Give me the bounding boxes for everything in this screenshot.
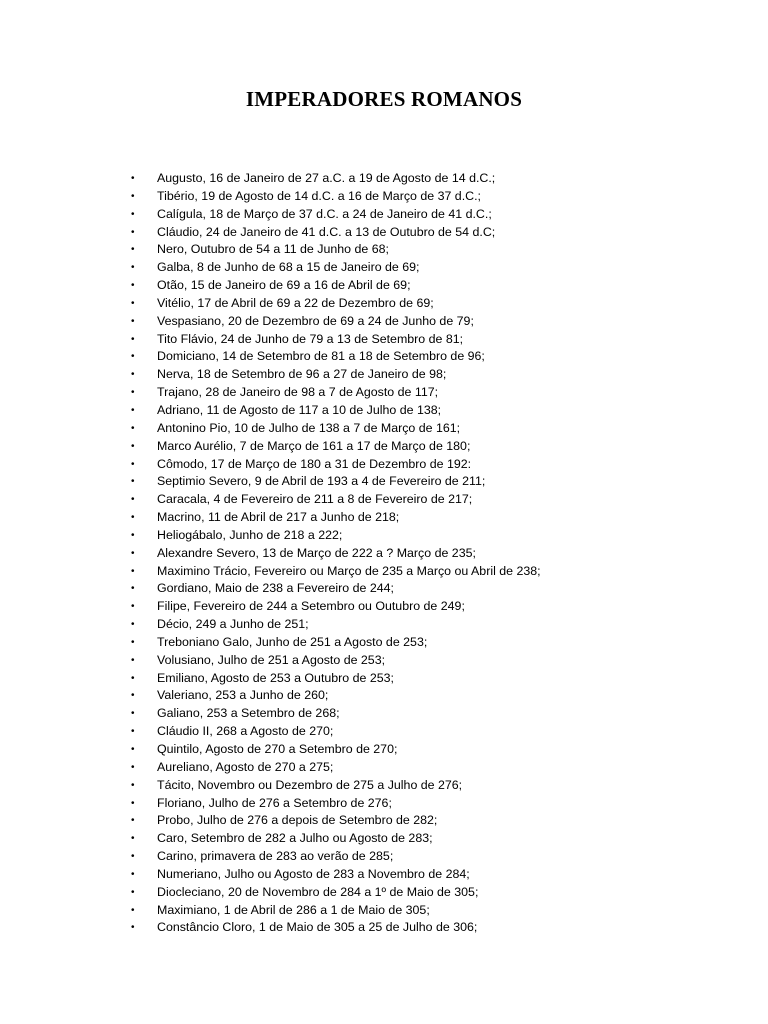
bullet-icon: • bbox=[131, 404, 135, 416]
emperor-entry-text: Alexandre Severo, 13 de Março de 222 a ? Março de 235; bbox=[157, 545, 476, 560]
bullet-icon: • bbox=[131, 636, 135, 648]
emperor-entry-text: Tácito, Novembro ou Dezembro de 275 a Julho de 276; bbox=[157, 777, 463, 792]
emperor-entry-text: Emiliano, Agosto de 253 a Outubro de 253; bbox=[157, 670, 394, 685]
bullet-icon: • bbox=[131, 297, 135, 309]
emperor-entry-text: Vitélio, 17 de Abril de 69 a 22 de Dezembro de 69; bbox=[157, 295, 434, 310]
bullet-icon: • bbox=[131, 601, 135, 613]
list-item bbox=[0, 812, 768, 830]
emperor-entry-text: Macrino, 11 de Abril de 217 a Junho de 218; bbox=[157, 510, 400, 525]
list-item bbox=[0, 563, 768, 581]
list-item bbox=[0, 902, 768, 920]
bullet-icon: • bbox=[131, 565, 135, 577]
emperor-entry-text: Aureliano, Agosto de 270 a 275; bbox=[157, 759, 334, 774]
list-item bbox=[0, 598, 768, 616]
emperor-entry-text: Cláudio, 24 de Janeiro de 41 d.C. a 13 de Outubro de 54 d.C; bbox=[157, 224, 496, 239]
emperor-entry-text: Antonino Pio, 10 de Julho de 138 a 7 de Março de 161; bbox=[157, 420, 461, 435]
emperor-entry-text: Floriano, Julho de 276 a Setembro de 276; bbox=[157, 795, 392, 810]
list-item bbox=[0, 348, 768, 366]
bullet-icon: • bbox=[131, 190, 135, 202]
emperor-entry-text: Numeriano, Julho ou Agosto de 283 a Novembro de 284; bbox=[157, 866, 470, 881]
list-item bbox=[0, 366, 768, 384]
bullet-icon: • bbox=[131, 726, 135, 738]
bullet-icon: • bbox=[131, 904, 135, 916]
bullet-icon: • bbox=[131, 779, 135, 791]
list-item bbox=[0, 616, 768, 634]
list-item bbox=[0, 545, 768, 563]
bullet-icon: • bbox=[131, 226, 135, 238]
emperor-entry-text: Cômodo, 17 de Março de 180 a 31 de Dezembro de 192: bbox=[157, 456, 472, 471]
emperor-entry-text: Nero, Outubro de 54 a 11 de Junho de 68; bbox=[157, 242, 389, 257]
list-item bbox=[0, 420, 768, 438]
bullet-icon: • bbox=[131, 333, 135, 345]
emperor-entry-text: Gordiano, Maio de 238 a Fevereiro de 244; bbox=[157, 581, 394, 596]
list-item bbox=[0, 777, 768, 795]
emperor-entry-text: Heliogábalo, Junho de 218 a 222; bbox=[157, 527, 343, 542]
bullet-icon: • bbox=[131, 351, 135, 363]
emperor-entry-text: Septimio Severo, 9 de Abril de 193 a 4 de Fevereiro de 211; bbox=[157, 474, 486, 489]
bullet-icon: • bbox=[131, 387, 135, 399]
emperor-entry-text: Caro, Setembro de 282 a Julho ou Agosto de 283; bbox=[157, 831, 433, 846]
list-item bbox=[0, 456, 768, 474]
bullet-icon: • bbox=[131, 280, 135, 292]
bullet-icon: • bbox=[131, 422, 135, 434]
list-item bbox=[0, 670, 768, 688]
list-item bbox=[0, 384, 768, 402]
list-item bbox=[0, 884, 768, 902]
emperor-entry-text: Calígula, 18 de Março de 37 d.C. a 24 de Janeiro de 41 d.C.; bbox=[157, 206, 492, 221]
bullet-icon: • bbox=[131, 440, 135, 452]
bullet-icon: • bbox=[131, 262, 135, 274]
emperor-entry-text: Galba, 8 de Junho de 68 a 15 de Janeiro de 69; bbox=[157, 260, 420, 275]
list-item bbox=[0, 830, 768, 848]
list-item bbox=[0, 634, 768, 652]
list-item bbox=[0, 527, 768, 545]
list-item bbox=[0, 438, 768, 456]
bullet-icon: • bbox=[131, 547, 135, 559]
emperor-entry-text: Vespasiano, 20 de Dezembro de 69 a 24 de Junho de 79; bbox=[157, 313, 474, 328]
list-item bbox=[0, 188, 768, 206]
bullet-icon: • bbox=[131, 529, 135, 541]
list-item bbox=[0, 491, 768, 509]
emperor-entry-text: Tito Flávio, 24 de Junho de 79 a 13 de Setembro de 81; bbox=[157, 331, 464, 346]
emperor-entry-text: Tibério, 19 de Agosto de 14 d.C. a 16 de Março de 37 d.C.; bbox=[157, 188, 481, 203]
bullet-icon: • bbox=[131, 815, 135, 827]
list-item bbox=[0, 170, 768, 188]
bullet-icon: • bbox=[131, 851, 135, 863]
emperor-entry-text: Filipe, Fevereiro de 244 a Setembro ou Outubro de 249; bbox=[157, 599, 465, 614]
list-item bbox=[0, 723, 768, 741]
list-item bbox=[0, 580, 768, 598]
bullet-icon: • bbox=[131, 654, 135, 666]
bullet-icon: • bbox=[131, 244, 135, 256]
list-item bbox=[0, 313, 768, 331]
list-item bbox=[0, 277, 768, 295]
emperor-entry-text: Trajano, 28 de Janeiro de 98 a 7 de Agosto de 117; bbox=[157, 385, 439, 400]
emperor-entry-text: Constâncio Cloro, 1 de Maio de 305 a 25 de Julho de 306; bbox=[157, 920, 478, 935]
list-item bbox=[0, 331, 768, 349]
bullet-icon: • bbox=[131, 761, 135, 773]
emperor-list bbox=[0, 170, 768, 937]
emperor-entry-text: Augusto, 16 de Janeiro de 27 a.C. a 19 de Agosto de 14 d.C.; bbox=[157, 171, 496, 185]
emperor-entry-text: Maximiano, 1 de Abril de 286 a 1 de Maio de 305; bbox=[157, 902, 430, 917]
bullet-icon: • bbox=[131, 458, 135, 470]
emperor-entry-text: Marco Aurélio, 7 de Março de 161 a 17 de Março de 180; bbox=[157, 438, 471, 453]
list-item bbox=[0, 741, 768, 759]
list-item bbox=[0, 705, 768, 723]
bullet-icon: • bbox=[131, 494, 135, 506]
bullet-icon: • bbox=[131, 173, 135, 184]
bullet-icon: • bbox=[131, 369, 135, 381]
bullet-icon: • bbox=[131, 868, 135, 880]
bullet-icon: • bbox=[131, 583, 135, 595]
bullet-icon: • bbox=[131, 690, 135, 702]
bullet-icon: • bbox=[131, 708, 135, 720]
emperor-entry-text: Décio, 249 a Junho de 251; bbox=[157, 617, 309, 632]
list-item bbox=[0, 402, 768, 420]
list-item bbox=[0, 241, 768, 259]
list-item bbox=[0, 866, 768, 884]
emperor-entry-text: Carino, primavera de 283 ao verão de 285; bbox=[157, 849, 394, 864]
emperor-entry-text: Otão, 15 de Janeiro de 69 a 16 de Abril de 69; bbox=[157, 278, 411, 293]
bullet-icon: • bbox=[131, 672, 135, 684]
emperor-entry-text: Domiciano, 14 de Setembro de 81 a 18 de Setembro de 96; bbox=[157, 349, 485, 364]
emperor-entry-text: Diocleciano, 20 de Novembro de 284 a 1º de Maio de 305; bbox=[157, 884, 479, 899]
list-item bbox=[0, 206, 768, 224]
bullet-icon: • bbox=[131, 315, 135, 327]
bullet-icon: • bbox=[131, 886, 135, 898]
bullet-icon: • bbox=[131, 476, 135, 488]
bullet-icon: • bbox=[131, 797, 135, 809]
emperor-entry-text: Caracala, 4 de Fevereiro de 211 a 8 de Fevereiro de 217; bbox=[157, 492, 473, 507]
bullet-icon: • bbox=[131, 619, 135, 631]
emperor-entry-text: Cláudio II, 268 a Agosto de 270; bbox=[157, 724, 334, 739]
bullet-icon: • bbox=[131, 208, 135, 220]
emperor-entry-text: Nerva, 18 de Setembro de 96 a 27 de Janeiro de 98; bbox=[157, 367, 447, 382]
bullet-icon: • bbox=[131, 744, 135, 755]
emperor-entry-text: Adriano, 11 de Agosto de 117 a 10 de Julho de 138; bbox=[157, 402, 442, 417]
emperor-entry-text: Maximino Trácio, Fevereiro ou Março de 235 a Março ou Abril de 238; bbox=[157, 563, 541, 578]
emperor-entry-text: Treboniano Galo, Junho de 251 a Agosto de 253; bbox=[157, 634, 428, 649]
emperor-entry-text: Valeriano, 253 a Junho de 260; bbox=[157, 688, 329, 703]
bullet-icon: • bbox=[131, 922, 135, 934]
list-item bbox=[0, 259, 768, 277]
page-title: IMPERADORES ROMANOS bbox=[245, 87, 523, 111]
bullet-icon: • bbox=[131, 512, 135, 524]
list-item bbox=[0, 224, 768, 242]
list-item bbox=[0, 795, 768, 813]
list-item bbox=[0, 295, 768, 313]
bullet-icon: • bbox=[131, 833, 135, 845]
list-item bbox=[0, 473, 768, 491]
list-item bbox=[0, 509, 768, 527]
emperor-entry-text: Quintilo, Agosto de 270 a Setembro de 270; bbox=[157, 742, 398, 756]
list-item bbox=[0, 687, 768, 705]
list-item bbox=[0, 759, 768, 777]
emperor-entry-text: Volusiano, Julho de 251 a Agosto de 253; bbox=[157, 652, 386, 667]
emperor-entry-text: Probo, Julho de 276 a depois de Setembro de 282; bbox=[157, 813, 438, 828]
emperor-entry-text: Galiano, 253 a Setembro de 268; bbox=[157, 706, 340, 721]
list-item bbox=[0, 652, 768, 670]
list-item bbox=[0, 919, 768, 937]
list-item bbox=[0, 848, 768, 866]
